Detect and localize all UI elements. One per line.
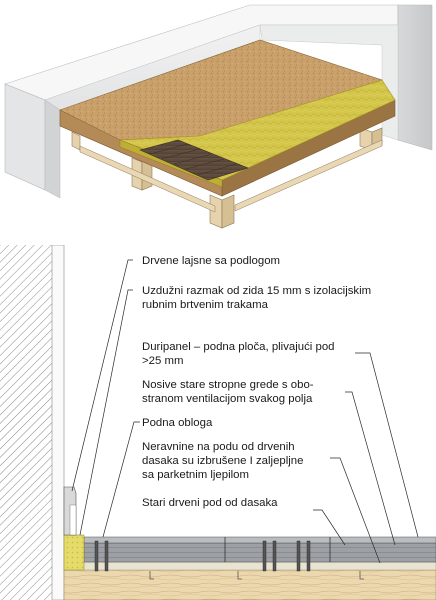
label-unevenness-line1: Neravnine na podu od drvenih bbox=[142, 441, 295, 453]
label-wall-gap-line1: Uzdužni razmak od zida 15 mm s izolacijskim bbox=[142, 285, 372, 297]
masonry-wall bbox=[0, 245, 52, 600]
isometric-floor-illustration bbox=[0, 0, 436, 240]
label-unevenness-line3: sa parketnim ljepilom bbox=[142, 469, 249, 481]
label-flooring: Podna obloga bbox=[142, 417, 213, 429]
duripanel-section bbox=[84, 543, 436, 562]
levelled-adhesive-layer bbox=[64, 562, 436, 570]
left-wall-side bbox=[45, 100, 60, 198]
cross-section-illustration bbox=[0, 245, 436, 600]
label-unevenness-line2: dasaka su izbrušene I zaljepljne bbox=[142, 455, 304, 467]
right-wall bbox=[398, 5, 432, 150]
label-skirting: Drvene lajsne sa podlogom bbox=[142, 255, 281, 267]
floor-covering-section bbox=[84, 537, 436, 543]
label-wall-gap-line2: rubnim brtvenim trakama bbox=[142, 299, 268, 311]
label-beams-line2: stranom ventilacijom svakog polja bbox=[142, 393, 313, 405]
label-duripanel-line1: Duripanel – podna ploča, plivajući pod bbox=[142, 341, 335, 353]
label-old-floor: Stari drveni pod od dasaka bbox=[142, 497, 278, 509]
label-beams-line1: Nosive stare stropne grede s obo- bbox=[142, 379, 314, 391]
label-duripanel-line2: >25 mm bbox=[142, 355, 184, 367]
wall-plaster bbox=[52, 245, 64, 600]
edge-insulation-strip bbox=[64, 535, 84, 570]
left-wall-block bbox=[5, 84, 45, 190]
skirting-underlay bbox=[70, 505, 76, 535]
old-wooden-floor bbox=[64, 570, 436, 600]
